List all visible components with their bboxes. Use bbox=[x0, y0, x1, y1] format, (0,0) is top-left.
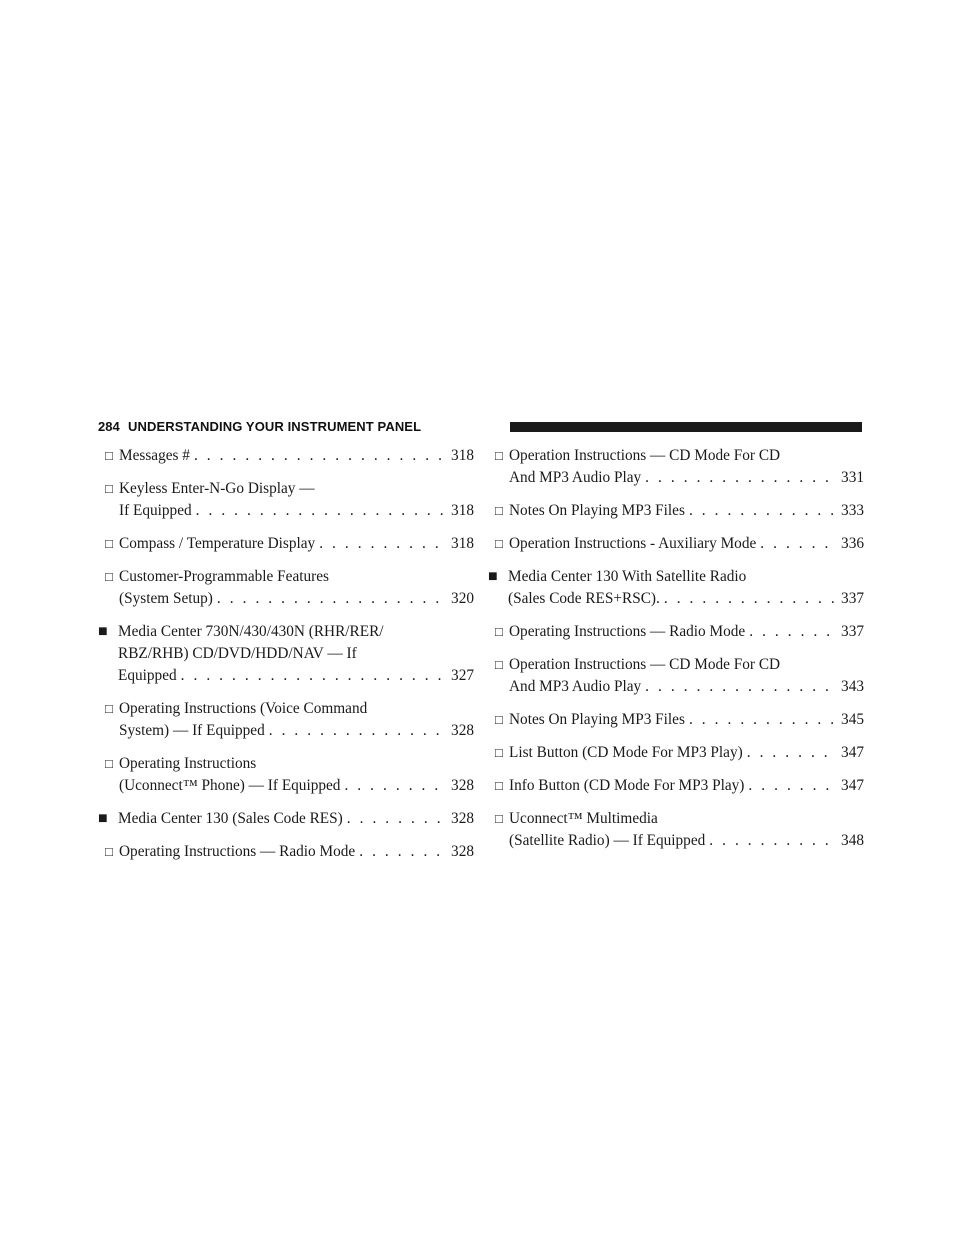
hollow-square-bullet-icon: □ bbox=[495, 778, 503, 793]
toc-entry-line bbox=[119, 841, 474, 863]
hollow-square-bullet-icon: □ bbox=[495, 657, 503, 672]
dot-leader bbox=[664, 588, 835, 610]
toc-entry bbox=[488, 775, 864, 797]
toc-entry-title: If Equipped bbox=[119, 502, 192, 519]
toc-page-number: 318 bbox=[451, 502, 474, 519]
toc-entry-line bbox=[509, 533, 864, 555]
toc-entry-title: Messages # bbox=[119, 447, 190, 464]
toc-page-number: 320 bbox=[451, 590, 474, 607]
filled-square-bullet-icon: ■ bbox=[98, 623, 108, 640]
dot-leader bbox=[689, 500, 835, 522]
toc-page-number: 345 bbox=[841, 711, 864, 728]
toc-entry-line: Operating Instructions (Voice Command bbox=[119, 700, 368, 717]
toc-page-number: 318 bbox=[451, 447, 474, 464]
toc-entry-line bbox=[509, 621, 864, 643]
toc-page-number: 331 bbox=[841, 469, 864, 486]
toc-page-number: 333 bbox=[841, 502, 864, 519]
hollow-square-bullet-icon: □ bbox=[105, 448, 113, 463]
toc-entry-line: Keyless Enter-N-Go Display — bbox=[119, 480, 315, 497]
hollow-square-bullet-icon: □ bbox=[495, 624, 503, 639]
toc-entry-line bbox=[118, 665, 474, 687]
toc-entry bbox=[98, 478, 474, 522]
toc-entry-title: Notes On Playing MP3 Files bbox=[509, 502, 685, 519]
toc-column-left bbox=[98, 445, 474, 874]
hollow-square-bullet-icon: □ bbox=[105, 756, 113, 771]
toc-entry bbox=[98, 533, 474, 555]
toc-entry-line: Operation Instructions — CD Mode For CD bbox=[509, 447, 781, 464]
toc-entry-line: Operating Instructions bbox=[119, 755, 257, 772]
toc-entry-line: Media Center 130 With Satellite Radio bbox=[508, 568, 747, 585]
hollow-square-bullet-icon: □ bbox=[105, 569, 113, 584]
toc-entry-line bbox=[509, 742, 864, 764]
toc-entry-line bbox=[509, 709, 864, 731]
toc-entry bbox=[98, 698, 474, 742]
toc-entry bbox=[98, 841, 474, 863]
toc-page-number: 327 bbox=[451, 667, 474, 684]
page-header bbox=[98, 418, 862, 436]
toc-entry-line bbox=[119, 588, 474, 610]
toc-page-number: 318 bbox=[451, 535, 474, 552]
filled-square-bullet-icon: ■ bbox=[488, 568, 498, 585]
toc-entry-title: (Satellite Radio) — If Equipped bbox=[509, 832, 706, 849]
toc-entry-title: (System Setup) bbox=[119, 590, 213, 607]
toc-entry-title: Notes On Playing MP3 Files bbox=[509, 711, 685, 728]
toc-entry-title: Operating Instructions — Radio Mode bbox=[119, 843, 356, 860]
toc-entry-line bbox=[509, 467, 864, 489]
dot-leader bbox=[181, 665, 445, 687]
dot-leader bbox=[689, 709, 835, 731]
header-rule-bar bbox=[510, 422, 862, 432]
toc-entry-line: Media Center 730N/430/430N (RHR/RER/ bbox=[118, 623, 384, 640]
toc-page-number: 328 bbox=[451, 777, 474, 794]
toc-entry bbox=[98, 753, 474, 797]
toc-entry-title: Operating Instructions — Radio Mode bbox=[509, 623, 746, 640]
toc-entry bbox=[488, 621, 864, 643]
toc-entry bbox=[488, 654, 864, 698]
dot-leader bbox=[749, 621, 835, 643]
dot-leader bbox=[269, 720, 445, 742]
toc-page-number: 328 bbox=[451, 810, 474, 827]
toc-entry bbox=[98, 566, 474, 610]
hollow-square-bullet-icon: □ bbox=[495, 712, 503, 727]
dot-leader bbox=[760, 533, 835, 555]
dot-leader bbox=[747, 742, 835, 764]
toc-entry-line: RBZ/RHB) CD/DVD/HDD/NAV — If bbox=[118, 645, 357, 662]
toc-entry bbox=[488, 445, 864, 489]
dot-leader bbox=[319, 533, 445, 555]
hollow-square-bullet-icon: □ bbox=[495, 811, 503, 826]
toc-page-number: 343 bbox=[841, 678, 864, 695]
dot-leader bbox=[194, 445, 445, 467]
toc-entry bbox=[488, 533, 864, 555]
toc-page-number: 328 bbox=[451, 843, 474, 860]
toc-entry-title: Equipped bbox=[118, 667, 177, 684]
hollow-square-bullet-icon: □ bbox=[105, 481, 113, 496]
toc-page-number: 337 bbox=[841, 623, 864, 640]
toc-entry-line bbox=[508, 588, 864, 610]
toc-entry bbox=[98, 808, 474, 830]
toc-entry-title: (Sales Code RES+RSC). bbox=[508, 590, 660, 607]
toc-entry-line bbox=[118, 808, 474, 830]
toc-entry-line bbox=[509, 500, 864, 522]
toc-entry-title: (Uconnect™ Phone) — If Equipped bbox=[119, 777, 341, 794]
toc-entry-line bbox=[119, 533, 474, 555]
page-number: 284 bbox=[98, 419, 120, 434]
hollow-square-bullet-icon: □ bbox=[495, 745, 503, 760]
toc-page-number: 337 bbox=[841, 590, 864, 607]
toc-page-number: 336 bbox=[841, 535, 864, 552]
toc-entry-title: Compass / Temperature Display bbox=[119, 535, 316, 552]
toc-entry-line bbox=[119, 500, 474, 522]
toc-page-number: 347 bbox=[841, 744, 864, 761]
toc-page-number: 348 bbox=[841, 832, 864, 849]
toc-entry-line bbox=[119, 775, 474, 797]
dot-leader bbox=[645, 676, 835, 698]
toc-page-number: 347 bbox=[841, 777, 864, 794]
toc-entry bbox=[98, 445, 474, 467]
hollow-square-bullet-icon: □ bbox=[105, 844, 113, 859]
toc-entry-title: Info Button (CD Mode For MP3 Play) bbox=[509, 777, 745, 794]
dot-leader bbox=[347, 808, 445, 830]
dot-leader bbox=[748, 775, 835, 797]
toc-entry-title: Media Center 130 (Sales Code RES) bbox=[118, 810, 343, 827]
toc-entry bbox=[488, 566, 864, 610]
toc-entry-title: System) — If Equipped bbox=[119, 722, 265, 739]
toc-entry-line bbox=[509, 676, 864, 698]
toc-entry-line bbox=[119, 720, 474, 742]
dot-leader bbox=[645, 467, 835, 489]
dot-leader bbox=[196, 500, 445, 522]
hollow-square-bullet-icon: □ bbox=[105, 536, 113, 551]
toc-entry bbox=[98, 621, 474, 687]
toc-column-right bbox=[488, 445, 864, 863]
toc-entry bbox=[488, 742, 864, 764]
toc-entry bbox=[488, 500, 864, 522]
filled-square-bullet-icon: ■ bbox=[98, 810, 108, 827]
dot-leader bbox=[344, 775, 445, 797]
toc-entry-title: And MP3 Audio Play bbox=[509, 469, 642, 486]
dot-leader bbox=[217, 588, 445, 610]
section-title: UNDERSTANDING YOUR INSTRUMENT PANEL bbox=[128, 419, 422, 434]
toc-entry-line bbox=[509, 775, 864, 797]
hollow-square-bullet-icon: □ bbox=[495, 503, 503, 518]
toc-entry-title: List Button (CD Mode For MP3 Play) bbox=[509, 744, 743, 761]
toc-entry-line: Operation Instructions — CD Mode For CD bbox=[509, 656, 781, 673]
toc-entry-line: Uconnect™ Multimedia bbox=[509, 810, 658, 827]
dot-leader bbox=[359, 841, 445, 863]
dot-leader bbox=[709, 830, 835, 852]
toc-page-number: 328 bbox=[451, 722, 474, 739]
hollow-square-bullet-icon: □ bbox=[105, 701, 113, 716]
hollow-square-bullet-icon: □ bbox=[495, 536, 503, 551]
toc-entry bbox=[488, 808, 864, 852]
hollow-square-bullet-icon: □ bbox=[495, 448, 503, 463]
toc-entry-line bbox=[119, 445, 474, 467]
toc-entry-title: And MP3 Audio Play bbox=[509, 678, 642, 695]
toc-entry-line bbox=[509, 830, 864, 852]
toc-entry-line: Customer-Programmable Features bbox=[119, 568, 329, 585]
toc-entry-title: Operation Instructions - Auxiliary Mode bbox=[509, 535, 757, 552]
toc-entry bbox=[488, 709, 864, 731]
